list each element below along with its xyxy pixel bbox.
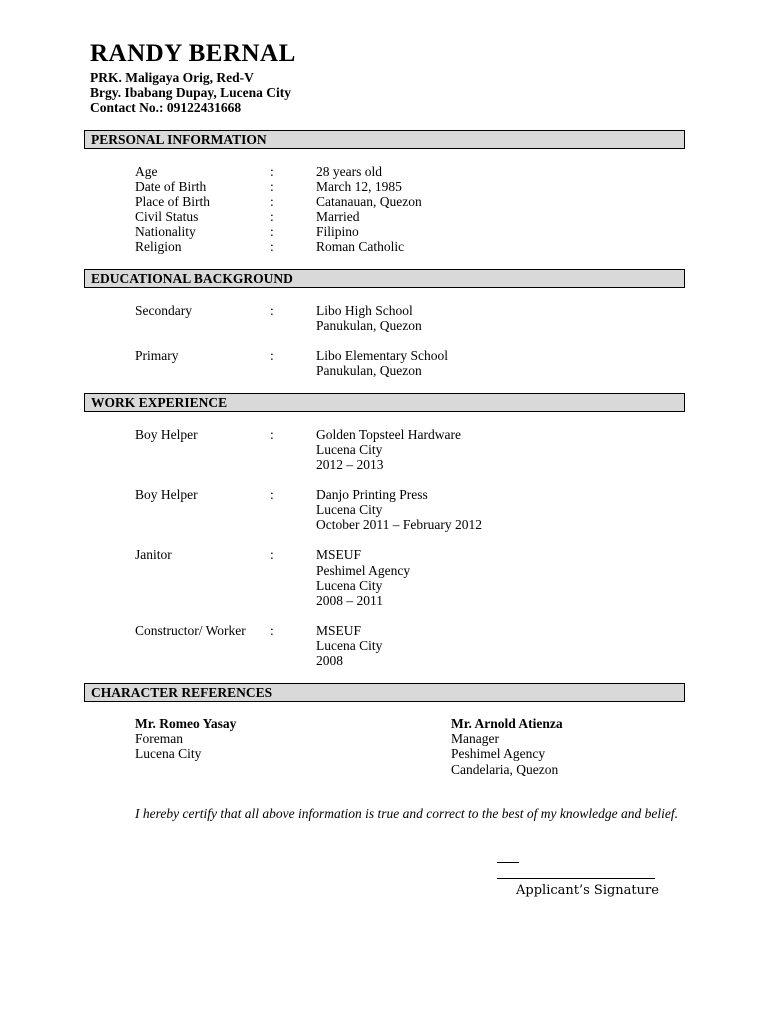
work-2-employer: Danjo Printing Press [316,487,428,502]
work-4-position: Constructor/ Worker [135,623,246,638]
reference-1-name: Mr. Romeo Yasay [135,716,237,731]
personal-civil-status-label: Civil Status [135,209,199,224]
personal-civil-status-value: Married [316,209,360,224]
work-1-period: 2012 – 2013 [316,457,384,472]
education-secondary-location: Panukulan, Quezon [316,318,422,333]
work-3-position: Janitor [135,547,172,562]
work-4-period: 2008 [316,653,343,668]
reference-2-position: Manager [451,731,499,746]
personal-pob-value: Catanauan, Quezon [316,194,422,209]
work-3-employer: MSEUF [316,547,362,562]
colon: : [270,547,274,562]
personal-dob-value: March 12, 1985 [316,179,402,194]
personal-pob-label: Place of Birth [135,194,210,209]
section-educational-background [84,269,685,288]
reference-2-name: Mr. Arnold Atienza [451,716,563,731]
certification-text: I hereby certify that all above information is true and correct to the best of my knowledge and belief. [135,806,679,821]
reference-1-position: Foreman [135,731,183,746]
personal-religion-label: Religion [135,239,182,254]
work-1-position: Boy Helper [135,427,198,442]
section-character-references [84,683,685,702]
work-2-period: October 2011 – February 2012 [316,517,482,532]
work-2-position: Boy Helper [135,487,198,502]
colon: : [270,427,274,442]
colon: : [270,303,274,318]
certification-statement [90,806,690,822]
work-4-location: Lucena City [316,638,383,653]
address-line-2: Brgy. Ibabang Dupay, Lucena City [90,85,292,100]
reference-2-agency: Peshimel Agency [451,746,546,761]
signature-line [497,878,655,879]
personal-dob-label: Date of Birth [135,179,207,194]
personal-religion-value: Roman Catholic [316,239,405,254]
colon: : [270,239,274,254]
work-1-employer: Golden Topsteel Hardware [316,427,462,442]
personal-nationality-value: Filipino [316,224,359,239]
signature-label: Applicant’s Signature [516,883,659,898]
work-3-period: 2008 – 2011 [316,593,383,608]
reference-2-location: Candelaria, Quezon [451,762,559,777]
personal-age-label: Age [135,164,158,179]
education-primary-label: Primary [135,348,179,363]
personal-nationality-label: Nationality [135,224,196,239]
work-1-location: Lucena City [316,442,383,457]
colon: : [270,164,274,179]
applicant-name: RANDY BERNAL [90,40,296,67]
colon: : [270,194,274,209]
reference-1-location: Lucena City [135,746,202,761]
work-4-employer: MSEUF [316,623,362,638]
education-secondary-label: Secondary [135,303,192,318]
colon: : [270,179,274,194]
section-work-experience [84,393,685,412]
work-3-location: Lucena City [316,578,383,593]
education-primary-location: Panukulan, Quezon [316,363,422,378]
section-title: PERSONAL INFORMATION [91,132,267,147]
work-3-agency: Peshimel Agency [316,563,411,578]
colon: : [270,487,274,502]
colon: : [270,224,274,239]
personal-age-value: 28 years old [316,164,382,179]
work-2-location: Lucena City [316,502,383,517]
education-secondary-school: Libo High School [316,303,413,318]
section-title: WORK EXPERIENCE [91,395,228,410]
section-title: EDUCATIONAL BACKGROUND [91,271,293,286]
signature-mark [497,862,519,863]
section-personal-information [84,130,685,149]
education-primary-school: Libo Elementary School [316,348,448,363]
colon: : [270,623,274,638]
contact-number: Contact No.: 09122431668 [90,100,242,115]
section-title: CHARACTER REFERENCES [91,685,273,700]
address-line-1: PRK. Maligaya Orig, Red-V [90,70,254,85]
colon: : [270,348,274,363]
colon: : [270,209,274,224]
